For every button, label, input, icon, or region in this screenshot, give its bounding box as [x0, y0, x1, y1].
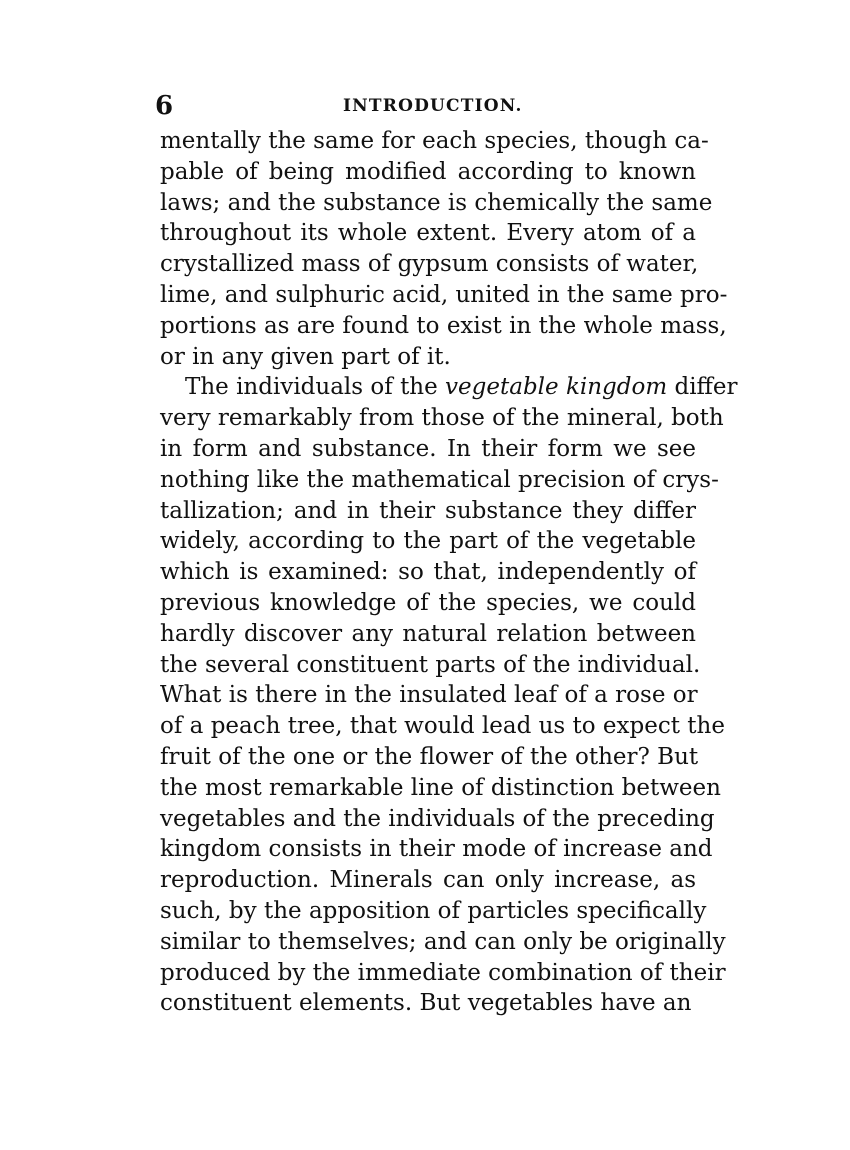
text-segment: differ: [667, 374, 738, 401]
text-line: widely, according to the part of the vegetable: [160, 528, 696, 555]
text-line: throughout its whole extent. Every atom of a: [160, 220, 696, 247]
text-line: constituent elements. But vegetables have an: [160, 990, 692, 1017]
text-line: the most remarkable line of distinction between: [160, 774, 721, 801]
text-line: the several constituent parts of the individual.: [160, 651, 701, 678]
text-segment: The individuals of the: [185, 374, 446, 401]
text-line: very remarkably from those of the mineral, both: [160, 405, 724, 432]
page-number: 6: [155, 91, 174, 121]
text-line: produced by the immediate combination of their: [160, 959, 726, 986]
text-line: mentally the same for each species, though ca-: [160, 128, 709, 154]
text-line: such, by the apposition of particles specifically: [160, 897, 707, 924]
emphasized-term: vegetable kingdom: [445, 374, 668, 401]
text-line: of a peach tree, that would lead us to expect the: [160, 713, 725, 740]
text-line: or in any given part of it.: [160, 343, 451, 370]
text-line: kingdom consists in their mode of increase and: [160, 836, 713, 863]
running-title: INTRODUCTION.: [343, 96, 523, 116]
text-line: reproduction. Minerals can only increase, as: [160, 867, 696, 894]
text-line: vegetables and the individuals of the preceding: [160, 805, 715, 832]
text-line: lime, and sulphuric acid, united in the same pro-: [160, 281, 728, 308]
text-line: portions as are found to exist in the whole mass,: [160, 312, 727, 339]
text-line: which is examined: so that, independently of: [160, 559, 696, 586]
text-line: What is there in the insulated leaf of a rose or: [160, 682, 698, 709]
text-line: laws; and the substance is chemically the same: [160, 189, 713, 216]
text-line: fruit of the one or the flower of the other? But: [160, 743, 699, 770]
page-header: [155, 88, 700, 124]
text-line: nothing like the mathematical precision of crys-: [160, 466, 719, 493]
text-line: crystallized mass of gypsum consists of water,: [160, 251, 699, 278]
body-text: [160, 126, 738, 1096]
paragraph-first-line: [160, 372, 738, 403]
text-line: tallization; and in their substance they differ: [160, 497, 696, 524]
text-line: similar to themselves; and can only be originally: [160, 928, 726, 955]
text-line: previous knowledge of the species, we could: [160, 589, 696, 616]
text-line: in form and substance. In their form we see: [160, 435, 696, 462]
text-line: hardly discover any natural relation between: [160, 620, 696, 647]
text-line: pable of being modified according to known: [160, 158, 696, 185]
